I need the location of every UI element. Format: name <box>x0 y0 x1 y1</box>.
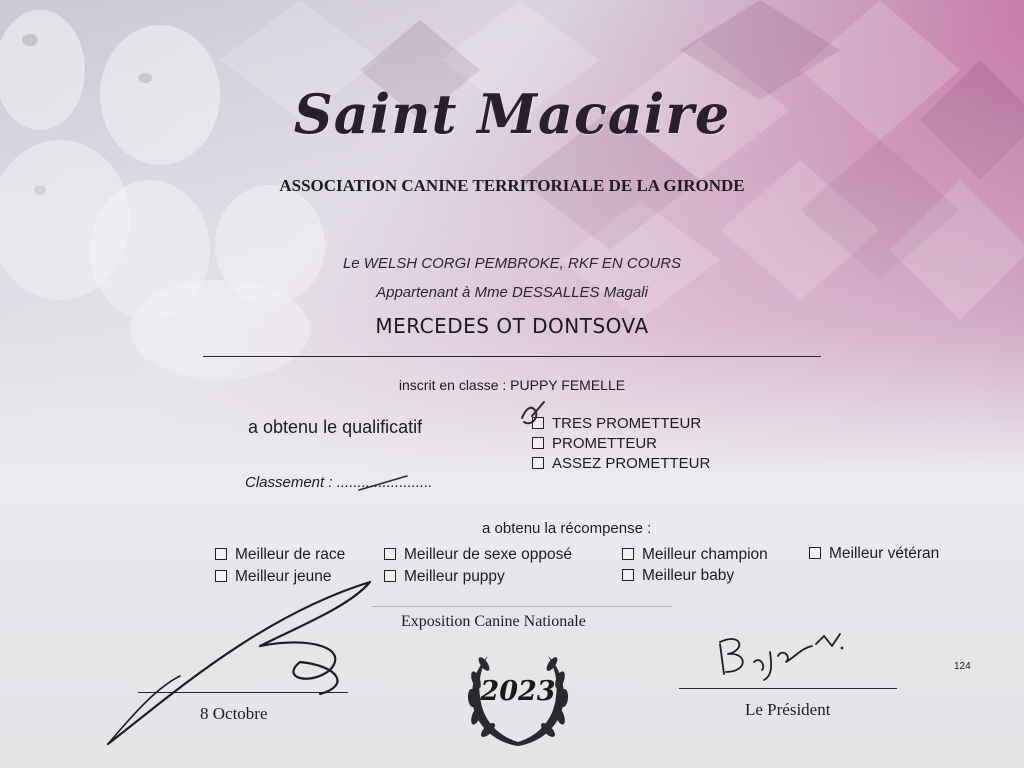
award-meilleur-de-race[interactable]: Meilleur de race <box>215 546 345 564</box>
judge-signature-icon <box>100 576 390 752</box>
checkbox-icon[interactable] <box>532 457 544 469</box>
owner-line: Appartenant à Mme DESSALLES Magali <box>376 284 648 301</box>
award-meilleur-de-sexe-oppose[interactable]: Meilleur de sexe opposé <box>384 546 572 564</box>
president-signature-icon <box>712 626 852 684</box>
checkbox-icon[interactable] <box>532 437 544 449</box>
certificate-title: Saint Macaire <box>293 82 731 146</box>
checkbox-icon[interactable] <box>809 547 821 559</box>
classement-strike-icon <box>355 470 415 496</box>
checkbox-icon[interactable] <box>215 548 227 560</box>
exposition-title: Exposition Canine Nationale <box>401 613 586 630</box>
dog-name-underline <box>203 356 821 357</box>
checkbox-icon[interactable] <box>384 548 396 560</box>
president-signature-line <box>679 688 897 689</box>
award-meilleur-veteran[interactable]: Meilleur vétéran <box>809 545 939 563</box>
checkbox-icon[interactable] <box>622 569 634 581</box>
award-meilleur-baby[interactable]: Meilleur baby <box>622 567 734 585</box>
handwritten-check-mark-icon <box>510 398 560 432</box>
date-label: 8 Octobre <box>200 704 268 723</box>
exposition-divider <box>372 606 672 607</box>
classement-line: Classement : ....................... <box>245 474 433 491</box>
award-meilleur-puppy[interactable]: Meilleur puppy <box>384 568 505 586</box>
qualificatif-label: a obtenu le qualificatif <box>248 417 423 437</box>
qualificatif-option-assez-prometteur[interactable]: ASSEZ PROMETTEUR <box>532 455 710 472</box>
award-meilleur-jeune[interactable]: Meilleur jeune <box>215 568 332 586</box>
award-meilleur-champion[interactable]: Meilleur champion <box>622 546 768 564</box>
president-label: Le Président <box>745 700 831 719</box>
qualificatif-option-tres-prometteur[interactable]: TRES PROMETTEUR <box>532 415 701 432</box>
recompense-label: a obtenu la récompense : <box>482 520 652 537</box>
year-label: 2023 <box>480 676 556 707</box>
dog-name: MERCEDES OT DONTSOVA <box>375 314 649 338</box>
association-name: ASSOCIATION CANINE TERRITORIALE DE LA GIRONDE <box>279 176 745 195</box>
qualificatif-option-prometteur[interactable]: PROMETTEUR <box>532 435 657 452</box>
checkbox-icon[interactable] <box>622 548 634 560</box>
breed-line: Le WELSH CORGI PEMBROKE, RKF EN COURS <box>342 255 682 272</box>
class-line: inscrit en classe : PUPPY FEMELLE <box>398 377 626 393</box>
certificate-number: 124 <box>954 661 971 672</box>
